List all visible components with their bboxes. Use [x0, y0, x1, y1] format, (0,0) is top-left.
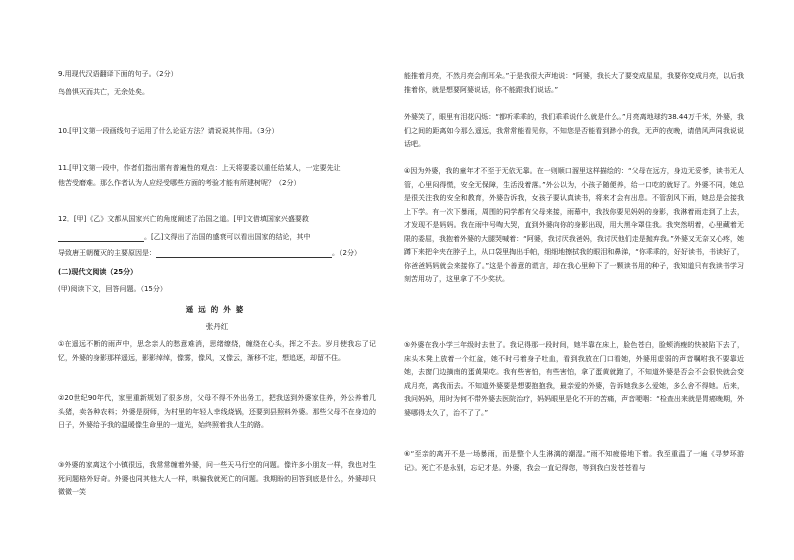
answer-blank[interactable] [58, 234, 144, 242]
question-12-line3-end: 。（2分） [332, 249, 361, 257]
question-12-line2 [58, 232, 376, 242]
paragraph-1: ①在遥远不断的雨声中，思念亲人的愁意难消，思绪缭绕，缠绕在心头，挥之不去。岁月使我忘了记忆，外婆的身影那样遥远，影影绰绰，像雾，像风，又像云，渐移不定，想追逐，却留不住。 [58, 340, 376, 362]
answer-blank[interactable] [156, 250, 332, 258]
paragraph-7: ⑥“至亲的离开不是一场暴雨，而是整个人生淋漓的潮湿。”雨不知疲倦地下着。我至重温了一遍《寻梦环游记》。死亡不是永别，忘记才是。外婆，我会一直记得您，等到我白发苍苍看与 [404, 450, 744, 472]
paragraph-3: ③外婆的家离这个小镇很远，我常常缠着外婆，问一些天马行空的问题。像许多小朋友一样，我也对生死问题格外好奇。外婆也同其他大人一样，哄骗我就死亡的问题。我期盼的回答到底是什么，外婆却只微微一笑 [58, 461, 376, 496]
paragraph-5: ④因为外婆，我的童年才不至于无依无靠。在一则顺口溜里这样描绘的：“父母在远方，身边无妥爹，读书无人管，心里闷得慌，安全无保障，生活没着落。”外公以为，小孩子随便养，给一口吃的就好了。外婆不同，她总是很关注我的安全和教育，外婆告诉我，女孩子要认真读书，将来才会有出息。不管刮风下雨，她总是会接我上下学。有一次下暴雨，周围的同学都有父母来接，雨幕中，我找你要见妈妈的身影，我淋着雨走到了上去，才发现不是妈妈。我在雨中号啕大哭，直到外婆向你的身影出现，用大黑伞罩住我。我突然明着，心里藏着无限的委屈，我抱着外婆的大腿哭喊着：“阿婆，我讨厌我爸妈，我讨厌他们走是抛弃我。”外婆又无奈又心疼，她蹲下来把伞夹在脖子上，从口袋里掏出手帕，细细地擦拭我的眼泪和鼻涕，“你乖乖的，好好读书，书读好了，你爸爸妈妈就会来接你了。”这是个善意的谎言，却在我心里种下了一颗读书用的种子，我知道只有我读书学习刻苦用功了，这里拿了不少奖状。 [404, 167, 744, 283]
paragraph-3-continued: 能推着月亮，不然月亮会削耳朵。”于是我很大声地说：“阿婆，我长大了要变成星星，我要你变成月亮，以后我推着你，就是想要阿婆说话，你不能跟我们说话。” [404, 72, 744, 94]
question-10: 10.[甲]文第一段画线句子运用了什么论证方法？请说说其作用。（3分） [58, 127, 279, 135]
article-title: 遥远的外婆 [185, 305, 249, 314]
question-9: 9.用现代汉语翻译下面的句子。（2分） [58, 70, 178, 78]
question-9-sentence: 鸟兽惧灭而共亡，无余处矣。 [58, 88, 149, 96]
paragraph-2: ②20世纪90年代，家里重新规划了很多房，父母不得不外出务工，把我送到外婆家住养，外公养着几头猪，卖各种农料；外婆是厨师，为村里的年轻人幸线烧锅，还要到县照料外婆。那些父母不在身边的日子，外婆给予我的温暖像生命里的一道光，始终照着我人生的路。 [58, 394, 376, 429]
question-12-line2-text: 。[乙]文得出了治国的盛衰可以看出国家的结论，其中 [144, 233, 311, 241]
article-author: 张丹红 [205, 322, 229, 331]
question-12-line3 [58, 248, 376, 258]
question-12-line1: 12．[甲]《乙》文都从国家兴亡的角度阐述了治国之道。[甲]文借填国家兴盛要救 [58, 215, 309, 223]
question-11-line2: 他苦受磨难。那么作者认为人应经受哪些方面的考验才能有所建树呢？（2分） [58, 179, 301, 187]
reading-intro: (甲)阅读下文，回答问题。（15分） [58, 285, 167, 293]
section-heading: (二)现代文阅读（25分） [58, 268, 138, 276]
paragraph-6: ⑤外婆在我小学三年级时去世了。我记得那一段时间，她半靠在床上，脸色苍白，脸颊消瘦的快被陷下去了，床头木凳上放着一个红盆，她不时弓着身子吐血，看到我放在门口看她，外婆用虚弱的声音嘱咐我不要靠近她，去窗门边摘南的蛋黄果吃。我有些害怕，有些害怕，拿了蛋黄就跑了，不知道外婆是否会不会很快就会变成月亮，离我而去。不知道外婆要是想要抱抱我，最亲爱的外婆，告诉她我多么爱她，多么舍不得她。后来，我问妈妈，用时为何不带外婆去医院治疗，妈妈眼里是化不开的苦痛，声音哽咽：“检查出来就是胃癌晚期，外婆哪得太久了，治不了了。” [404, 341, 744, 417]
question-11-line1: 11.[甲]文第一段中，作者们指出需有普遍性的观点：上天将要委以重任给某人，一定要先让 [58, 164, 341, 172]
question-12-line3-text: 导致唐王朝覆灭的主要原因是： [58, 249, 156, 257]
paragraph-4: 外婆笑了，眼里有泪花闪烁：“都听乖乖的，我们乖乖说什么就是什么。”月亮离地球约38.44万千米，外婆，我们之间的距离如今那么遥远，我常常能看见你，不知您是否能看到渺小的我，无声的夜晚，请借风声同我说说话吧。 [404, 113, 744, 148]
